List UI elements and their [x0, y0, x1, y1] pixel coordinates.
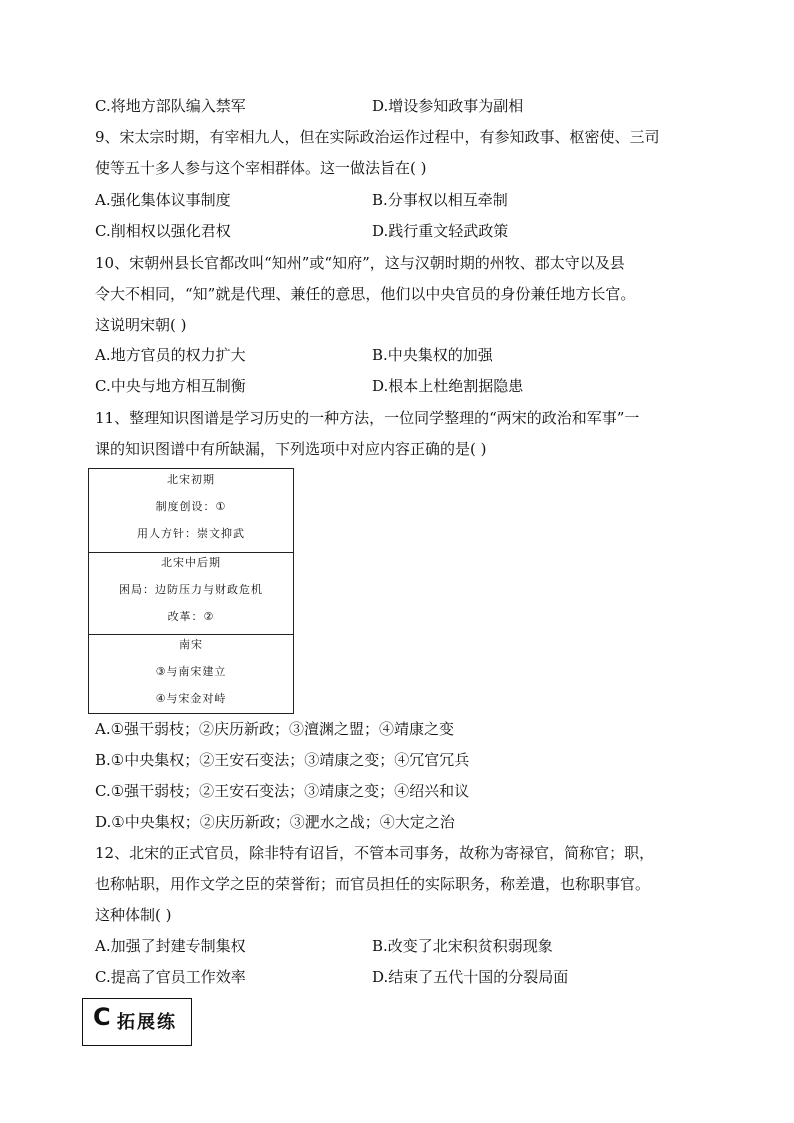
q11-stem-line1: 11、整理知识图谱是学习历史的一种方法，一位同学整理的“两宋的政治和军事”一: [95, 409, 640, 427]
q10-stem-line1: 10、宋朝州县长官都改叫“知州”或“知府”，这与汉朝时期的州牧、郡太守以及县: [95, 254, 625, 272]
badge-letter: C: [93, 1003, 111, 1031]
q10-option-b: B.中央集权的加强: [372, 346, 493, 364]
q9-option-d: D.践行重文轻武政策: [372, 222, 509, 240]
diagram-section-early-northern-song: [89, 469, 293, 552]
q12-stem-line2: 也称帖职，用作文学之臣的荣誉衔；而官员担任的实际职务，称差遣，也称职事官。: [95, 875, 651, 893]
q10-stem-line2: 令大不相同，“知”就是代理、兼任的意思，他们以中央官员的身份兼任地方长官。: [95, 285, 636, 303]
q11-option-b: B.①中央集权；②王安石变法；③靖康之变；④冗官冗兵: [95, 751, 470, 769]
diagram-section-southern-song: [89, 634, 293, 714]
diagram-item: 用人方针：崇文抑武: [137, 527, 245, 540]
extension-practice-badge: [82, 998, 192, 1046]
diagram-section-late-northern-song: [89, 552, 293, 635]
q8-option-c: C.将地方部队编入禁军: [95, 97, 246, 115]
q8-option-d: D.增设参知政事为副相: [372, 97, 524, 115]
q12-stem-line3: 这种体制( ): [95, 906, 172, 924]
q11-option-c: C.①强干弱枝；②王安石变法；③靖康之变；④绍兴和议: [95, 782, 470, 800]
q11-option-d: D.①中央集权；②庆历新政；③淝水之战；④大定之治: [95, 813, 455, 831]
q11-option-a: A.①强干弱枝；②庆历新政；③澶渊之盟；④靖康之变: [95, 720, 455, 738]
knowledge-map-diagram: [88, 468, 294, 714]
q12-option-a: A.加强了封建专制集权: [95, 937, 246, 955]
q9-stem-line2: 使等五十多人参与这个宰相群体。这一做法旨在( ): [95, 159, 427, 177]
q11-stem-line2: 课的知识图谱中有所缺漏，下列选项中对应内容正确的是( ): [95, 440, 487, 458]
diagram-item: 改革：②: [167, 610, 215, 623]
q12-option-b: B.改变了北宋积贫积弱现象: [372, 937, 553, 955]
q9-option-c: C.削相权以强化君权: [95, 222, 231, 240]
q9-option-a: A.强化集体议事制度: [95, 191, 231, 209]
diagram-item: ③与南宋建立: [155, 665, 227, 678]
q10-option-a: A.地方官员的权力扩大: [95, 346, 246, 364]
q9-option-b: B.分事权以相互牵制: [372, 191, 508, 209]
diagram-item: 制度创设：①: [155, 500, 227, 513]
diagram-heading: 南宋: [179, 638, 203, 651]
diagram-heading: 北宋中后期: [161, 556, 221, 569]
diagram-heading: 北宋初期: [167, 473, 215, 486]
q10-option-d: D.根本上杜绝割据隐患: [372, 377, 524, 395]
q12-option-c: C.提高了官员工作效率: [95, 968, 246, 986]
diagram-item: ④与宋金对峙: [155, 692, 227, 705]
q12-option-d: D.结束了五代十国的分裂局面: [372, 968, 569, 986]
q10-option-c: C.中央与地方相互制衡: [95, 377, 246, 395]
badge-title: 拓展练: [117, 1012, 177, 1033]
q10-stem-line3: 这说明宋朝( ): [95, 316, 187, 334]
diagram-item: 困局：边防压力与财政危机: [119, 583, 263, 596]
q12-stem-line1: 12、北宋的正式官员，除非特有诏旨，不管本司事务，故称为寄禄官，简称官；职，: [95, 844, 655, 862]
q9-stem-line1: 9、宋太宗时期，有宰相九人，但在实际政治运作过程中，有参知政事、枢密使、三司: [95, 128, 660, 146]
